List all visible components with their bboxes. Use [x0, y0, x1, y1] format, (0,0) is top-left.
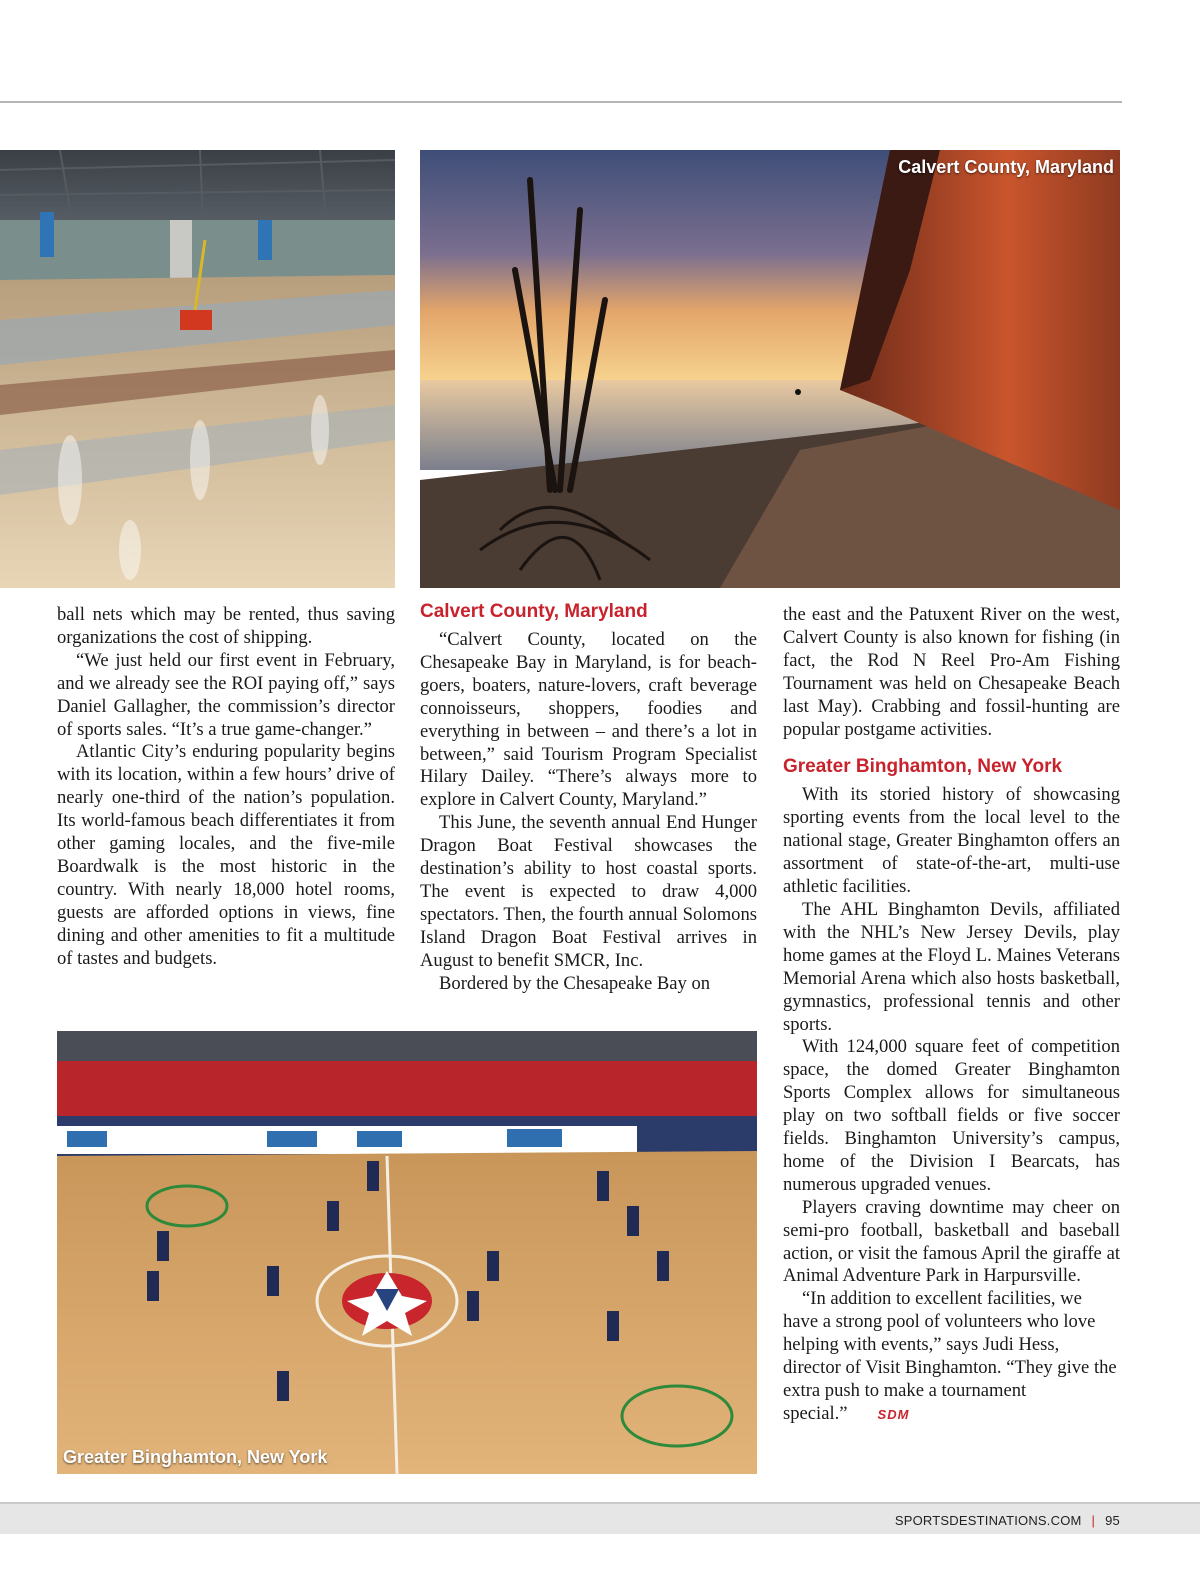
paragraph: “Calvert County, located on the Chesapeake Bay in Maryland, is for beach-goers, boaters, nature-lovers, craft beverage connoisseurs, shoppers, foodies and everything in between – and there’s a lot in between,” said Tourism Program Specialist Hilary Dailey. “There’s always more to explore in Calvert County, Maryland.”	[420, 629, 757, 811]
paragraph: “We just held our first event in February, and we already see the ROI paying off,” says Daniel Gallagher, the commission’s director of sports sales. “It’s a true game-changer.”	[57, 649, 395, 740]
footer-site: SPORTSDESTINATIONS.COM	[894, 1513, 1082, 1528]
paragraph: Bordered by the Chesapeake Bay on	[439, 972, 711, 994]
paragraph: Players craving downtime may cheer on semi-pro football, basketball and baseball action, or visit the famous April the giraffe at Animal Adventure Park in Harpursville.	[783, 1196, 1120, 1287]
section-heading-binghamton: Greater Binghamton, New York	[783, 756, 1063, 778]
column-1	[57, 604, 395, 971]
footer-separator: |	[1091, 1513, 1096, 1528]
page-number: 95	[1105, 1513, 1120, 1528]
sdm-end-mark: SDM	[877, 1406, 910, 1422]
paragraph: This June, the seventh annual End Hunger Dragon Boat Festival showcases the destination’s ability to host coastal sports. The event is expected to draw 4,000 spectators. Then, the fourth annual Solomons Island Dragon Boat Festival arrives in August to benefit SMCR, Inc.	[420, 812, 757, 971]
footer	[895, 1513, 1120, 1528]
binghamton-arena-photo	[57, 1031, 757, 1474]
top-rule	[0, 101, 1122, 103]
column-3	[783, 604, 1120, 1427]
column-2	[420, 600, 757, 996]
paragraph: Atlantic City’s enduring popularity begins with its location, within a few hours’ drive of nearly one-third of the nation’s population. Its world-famous beach differentiates it from other gaming locales, and the five-mile Boardwalk is the most historic in the country. With nearly 18,000 hotel rooms, guests are afforded options in views, fine dining and other amenities to fit a multitude of tastes and budgets.	[57, 741, 395, 969]
paragraph	[783, 1288, 1120, 1426]
paragraph: With 124,000 square feet of competition space, the domed Greater Binghamton Sports Complex allows for simultaneous play on two softball fields or five soccer fields. Binghamton University’s campus, home of the Division I Bearcats, has numerous upgraded venues.	[783, 1036, 1120, 1195]
convention-hall-photo	[0, 150, 395, 588]
calvert-cliffs-photo	[420, 150, 1120, 588]
section-heading-calvert: Calvert County, Maryland	[420, 601, 648, 622]
binghamton-photo-caption: Greater Binghamton, New York	[63, 1447, 328, 1467]
paragraph: With its storied history of showcasing sporting events from the local level to the national stage, Greater Binghamton offers an assortment of state-of-the-art, multi-use athletic facilities.	[783, 784, 1120, 898]
calvert-photo-caption: Calvert County, Maryland	[898, 157, 1114, 177]
paragraph: ball nets which may be rented, thus saving organizations the cost of shipping.	[57, 604, 395, 648]
paragraph: the east and the Patuxent River on the west, Calvert County is also known for fishing (in fact, the Rod N Reel Pro-Am Fishing Tournament was held on Chesapeake Beach last May). Crabbing and fossil-hunting are popular postgame activities.	[783, 604, 1120, 740]
paragraph: The AHL Binghamton Devils, affiliated with the NHL’s New Jersey Devils, play home games at the Floyd L. Maines Veterans Memorial Arena which also hosts basketball, gymnastics, professional tennis and other sports.	[783, 898, 1120, 1035]
closing-quote: “In addition to excellent facilities, we have a strong pool of volunteers who love helping with events,” says Judi Hess, director of Visit Binghamton. “They give the extra push to make a tournament special.”	[783, 1288, 1117, 1424]
